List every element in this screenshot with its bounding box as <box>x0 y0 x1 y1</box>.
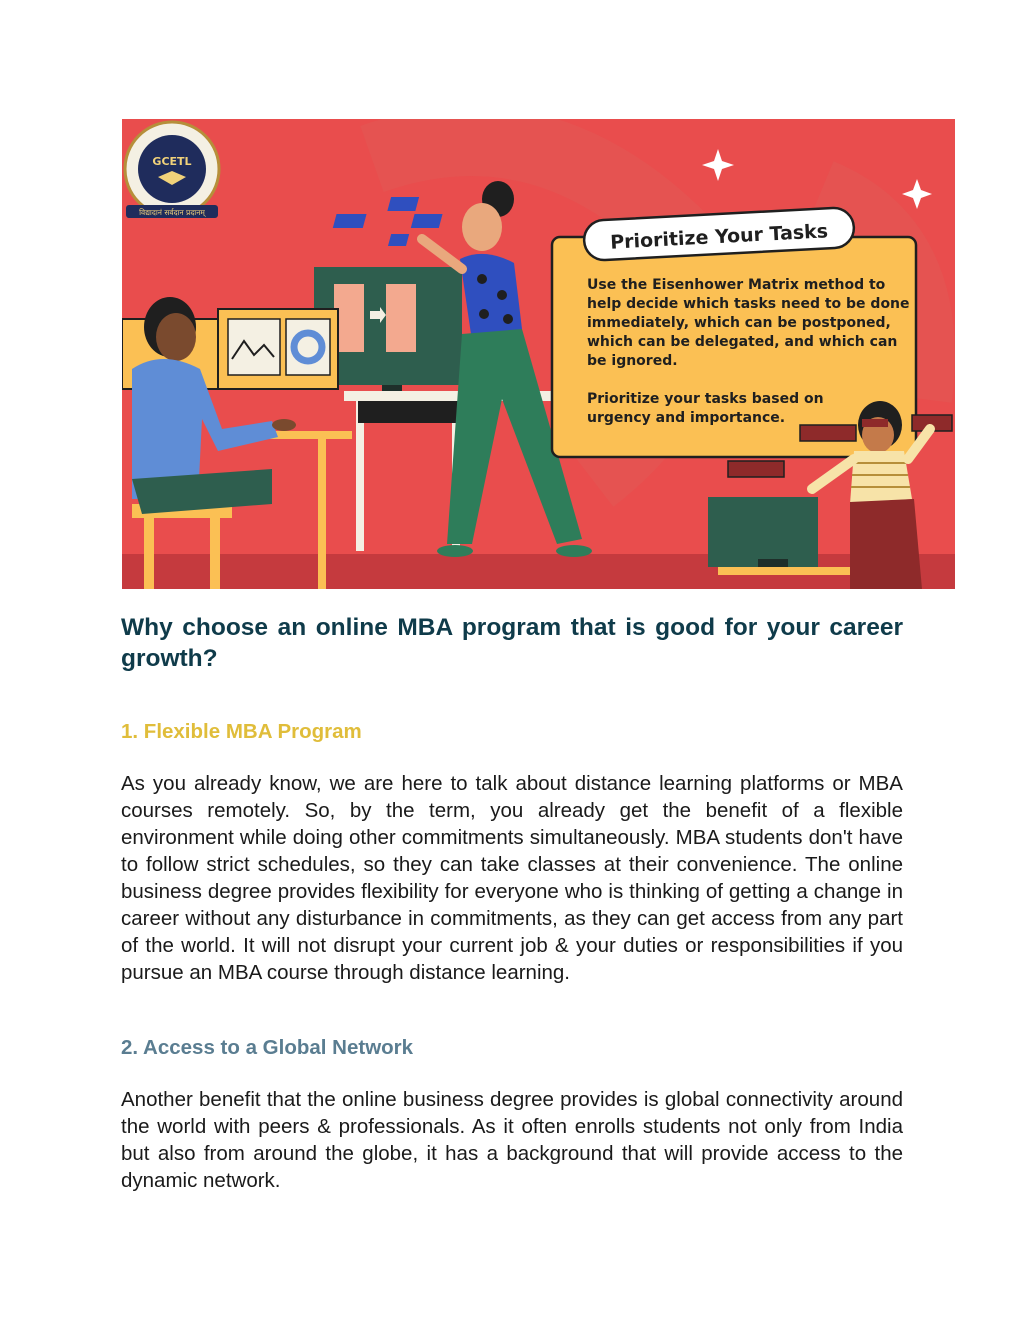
section-2-body: Another benefit that the online business degree provides is global connectivity around the world with peers & professionals. As it often enrolls students not only from India but also from around the globe, it has a background that will provide access to the dynamic network. <box>121 1088 903 1192</box>
hero-illustration <box>122 119 955 589</box>
floating-block <box>387 197 419 211</box>
section-2-title: 2. Access to a Global Network <box>121 1036 414 1059</box>
floating-block <box>333 214 367 228</box>
article-heading: Why choose an online MBA program that is good for your career growth? <box>121 614 903 672</box>
floating-block <box>388 234 409 246</box>
logo-motto: विद्यादानं सर्वदान प्रदानम् <box>139 208 205 217</box>
section-1-title: 1. Flexible MBA Program <box>121 720 362 743</box>
card-title: Prioritize Your Tasks <box>609 220 829 254</box>
right-monitor <box>708 497 818 567</box>
floating-block <box>800 425 856 441</box>
logo-abbrev: GCETL <box>152 155 192 168</box>
section-1-body: As you already know, we are here to talk about distance learning platforms or MBA courses remotely. So, by the term, you already get the benefit of a flexible environment while doing other commitments simultaneously. MBA students don't have to follow strict schedules, so they can take classes at their convenience. The online business degree provides flexibility for everyone who is thinking of getting a change in career without any disturbance in commitments, as they can get access from any part of the world. It will not disrupt your current job & your duties or responsibilities if you pursue an MBA course through distance learning. <box>121 772 903 984</box>
card-body: Use the Eisenhower Matrix method to help decide which tasks need to be done immediately, which can be postponed, which can be delegated, and which can be ignored. Prioritize your tasks based on urgency and importance. <box>587 277 910 426</box>
college-logo <box>125 122 219 218</box>
floating-block <box>411 214 443 228</box>
floating-block <box>728 461 784 477</box>
